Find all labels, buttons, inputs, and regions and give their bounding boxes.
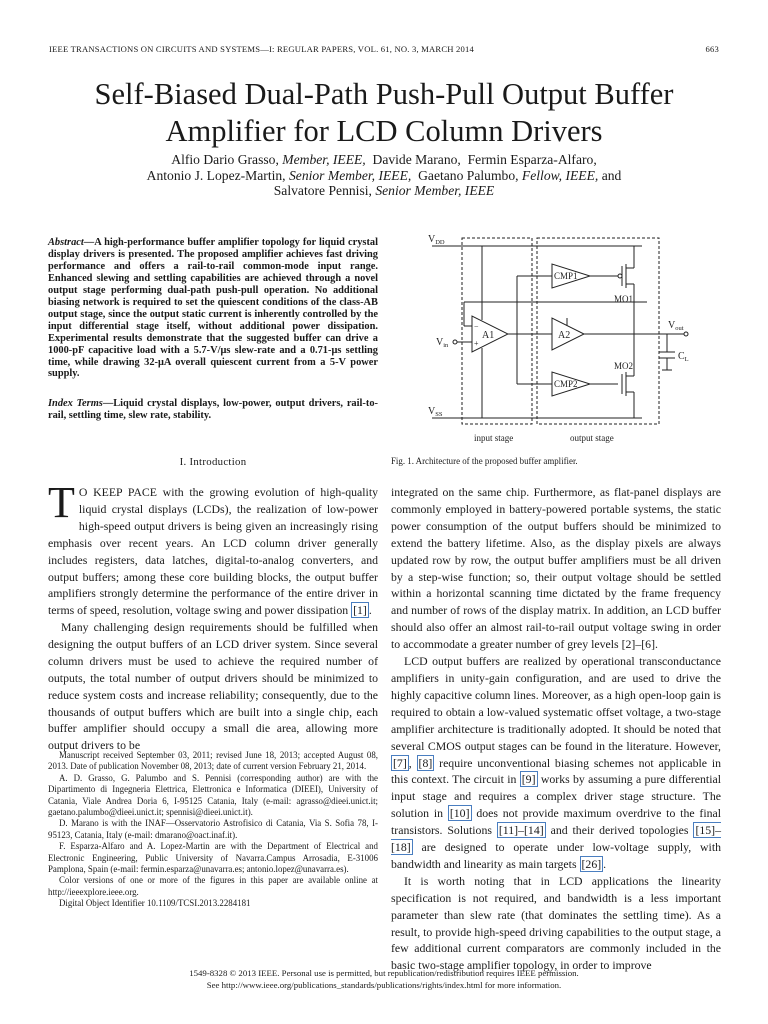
author-line-3 (0, 183, 768, 199)
abstract (48, 237, 378, 380)
footnote: A. D. Grasso, G. Palumbo and S. Pennisi (corresponding author) are with the Dipartimento di Ingegneria Elettrica, Elettronica e Informatica (DIEEI), University of Catania, Viale Andrea Doria 6, I-95125 Catania, Italy (e-mail: agrasso@dieei.unict.it; gaetano.palumbo@dieei.unict.it; spennisi@dieei.unict.it). (48, 772, 378, 818)
footnotes (48, 750, 378, 910)
author-name: Fermin Esparza-Alfaro, (467, 152, 597, 167)
a1-label: A1 (482, 330, 495, 341)
body-paragraph: integrated on the same chip. Furthermore, as flat-panel displays are commonly employed in battery-powered portable systems, the static power consumption of the output buffers should be minimized to extend the battery lifetime. Also, as the display pixels are always updated row by row, the output buffer amplifiers must be all driven by a step-wise function; so, their output voltage should be settled within a horizontal scanning time dictated by the frame frequency and number of rows of the display matrix. In addition, an LCD buffer should also offer an almost rail-to-rail output voltage swing in order to accommodate a greater number of grey levels [2]–[6]. (391, 485, 721, 652)
citation-link[interactable]: [11]–[14] (498, 823, 544, 838)
index-terms-text: —Liquid crystal displays, low-power, output drivers, rail-to-rail, settling time, slew rate, stability. (48, 398, 378, 421)
author-role: Senior Member, IEEE, (288, 167, 412, 183)
figure-caption: Fig. 1. Architecture of the proposed buffer amplifier. (391, 456, 578, 466)
punctuation: . (603, 856, 607, 871)
citation-link[interactable]: [7] (393, 755, 407, 770)
vss-label: $V_{SS}$ (428, 406, 443, 418)
author-name: Gaetano Palumbo, (418, 167, 519, 183)
author-name: Alfio Dario Grasso, (171, 152, 279, 167)
footnote: D. Marano is with the INAF—Osservatorio Astrofisico di Catania, Via S. Sofia 78, I-95123, Catania, Italy (e-mail: dmarano@oact.inaf.it). (48, 818, 378, 840)
author-role: Fellow, IEEE, (521, 167, 599, 183)
title-line-2: Amplifier for LCD Column Drivers (165, 114, 603, 148)
abstract-text: —A high-performance buffer amplifier topology for liquid crystal display drivers is presented. The proposed amplifier achieves fast driving performance and offers a rail-to-rail common-mode input range. Enhanced slewing and settling capabilities are achieved through a novel output stage performing dual-path push-pull operation. No additional biasing network is required to set the quiescent conditions of the class-AB output stage, since the output static current is inherently controlled by the input differential stage itself, without additional power dissipation. Experimental results demonstrate that the suggested buffer can drive a 1000-pF capacitive load with a 5.7-V/μs slew-rate and a 0.71-μs settling time, while drawing 32-μA overall quiescent current from a 5-V power supply. (48, 237, 378, 380)
intro-text: Many challenging design requirements should be fulfilled when designing the output buffers of an LCD driver system. Since several column drivers must be used to achieve the required number of outputs, the total number of output drivers should be minimized to reduce system costs and increase reliability; consequently, due to the thousands of output buffers which are built into a single chip, each buffer amplifier should occupy a small die area, allowing more output drivers to be (48, 620, 378, 753)
cmp2-label: CMP2 (554, 379, 578, 389)
copyright-line: 1549-8328 © 2013 IEEE. Personal use is permitted, but republication/redistribution requires IEEE permission. (189, 968, 579, 978)
body-text: require unconventional biasing schemes not applicable in this context. The circuit in (391, 755, 721, 787)
author-role: Senior Member, IEEE (375, 183, 495, 198)
section-heading: I. Introduction (179, 456, 247, 468)
abstract-label: Abstract (48, 237, 84, 248)
output-stage-label: output stage (570, 433, 614, 443)
title-line-1: Self-Biased Dual-Path Push-Pull Output Buffer (94, 77, 674, 111)
output-stage-box (537, 238, 659, 424)
citation-link[interactable]: [9] (521, 772, 536, 787)
page-number: 663 (705, 44, 719, 54)
running-header (49, 44, 719, 54)
footnote: Color versions of one or more of the figures in this paper are available online at http://ieeexplore.ieee.org. (48, 875, 378, 897)
index-terms-label: Index Terms (48, 398, 103, 409)
author-role: Member, IEEE, (282, 152, 366, 167)
cmp1-label: CMP1 (554, 271, 578, 281)
author-name: Davide Marano, (372, 152, 461, 167)
vin-label: $V_{in}$ (436, 337, 449, 349)
body-text: are designed to operate under low-voltage supply, with bandwidth and linearity as main targets (391, 840, 721, 871)
punctuation: , (408, 755, 412, 770)
intro-paragraph-1 (48, 478, 378, 619)
author-name: Antonio J. Lopez-Martin, (146, 167, 286, 183)
punctuation: . (368, 603, 372, 618)
author-list (0, 152, 768, 199)
author-conjunction: and (601, 167, 622, 183)
author-line-2 (0, 168, 768, 184)
vdd-label: $V_{DD}$ (428, 234, 445, 246)
citation-link[interactable]: [15]–[18] (391, 823, 721, 855)
right-column-text (391, 484, 721, 974)
author-name: Salvatore Pennisi, (273, 183, 372, 198)
cl-label: $C_L$ (678, 351, 689, 363)
vout-label: $V_{out}$ (668, 320, 684, 332)
citation-link[interactable]: [26] (581, 856, 602, 871)
figure-1-schematic (422, 228, 722, 446)
citation-link[interactable]: [8] (418, 755, 433, 770)
permissions-line: See http://www.ieee.org/publications_standards/publications/rights/index.html for more information. (206, 980, 562, 990)
author-line-1 (0, 152, 768, 168)
mo2-label: MO2 (614, 361, 634, 371)
citation-link[interactable]: [10] (449, 806, 470, 821)
copyright-footer (0, 967, 768, 991)
footnote: F. Esparza-Alfaro and A. Lopez-Martin are with the Department of Electrical and Electronic Engineering, Public University of Navarra.Campus Arrosadia, E-31006 Pamplona, Spain (e-mail: fermin.esparza@unavarra.es; antonio.lopez@unavarra.es). (48, 841, 378, 875)
journal-name: IEEE TRANSACTIONS ON CIRCUITS AND SYSTEMS—I: REGULAR PAPERS, VOL. 61, NO. 3, MARCH 2014 (49, 44, 475, 54)
input-stage-label: input stage (474, 433, 514, 443)
citation-link[interactable]: [1] (353, 603, 367, 618)
a1-plus: + (474, 339, 479, 348)
paper-title (0, 76, 768, 150)
a2-label: A2 (558, 330, 571, 341)
mo1-label: MO1 (614, 294, 634, 304)
intro-paragraph-2 (48, 619, 378, 754)
body-text: works by assuming a pure differential input stage and requires a complex driver stage structure. The solution in (391, 772, 722, 821)
footnote: Digital Object Identifier 10.1109/TCSI.2013.2284181 (59, 898, 251, 909)
body-text: LCD output buffers are realized by operational transconductance amplifiers in unity-gain configuration, and are used to drive the highly capacitive column lines. Moreover, as a high open-loop gain is required to obtain a low-valued systematic offset voltage, a two-stage amplifier architecture is traditionally adopted. It should be noted that several CMOS output stages can be found in the literature. However, (391, 654, 721, 753)
body-text: and their derived topologies (550, 823, 689, 838)
body-paragraph: It is worth noting that in LCD applications the linearity specification is not required, and bandwidth is a less important parameter than slew rate (that dominates the settling time). As a result, to provide high-speed driving capabilities to the output stage, a few additional current comparators are commonly included in the basic two-stage amplifier topology, in order to improve (391, 873, 721, 973)
a1-minus: − (474, 322, 479, 331)
intro-text: O KEEP PACE with the growing evolution of high-quality liquid crystal displays (LCDs), the realization of low-power high-speed output drivers is being given an increasingly rising emphasis over recent years. An LCD column driver generally includes registers, data latches, digital-to-analog converters, and output buffers; among these core building blocks, the output buffer amplifiers strongly determine the performance of the entire driver in terms of speed, resolution, voltage swing and power dissipation (48, 485, 378, 618)
circuit-diagram (422, 228, 722, 446)
index-terms (48, 398, 378, 422)
footnote: Manuscript received September 03, 2011; revised June 18, 2013; accepted August 08, 2013. Date of publication November 08, 2013; date of current version February 21, 2014. (48, 750, 378, 772)
drop-cap: T (48, 478, 75, 527)
body-paragraph (391, 653, 721, 873)
body-text: does not provide maximum overdrive to the final transistors. Solutions (391, 806, 722, 838)
